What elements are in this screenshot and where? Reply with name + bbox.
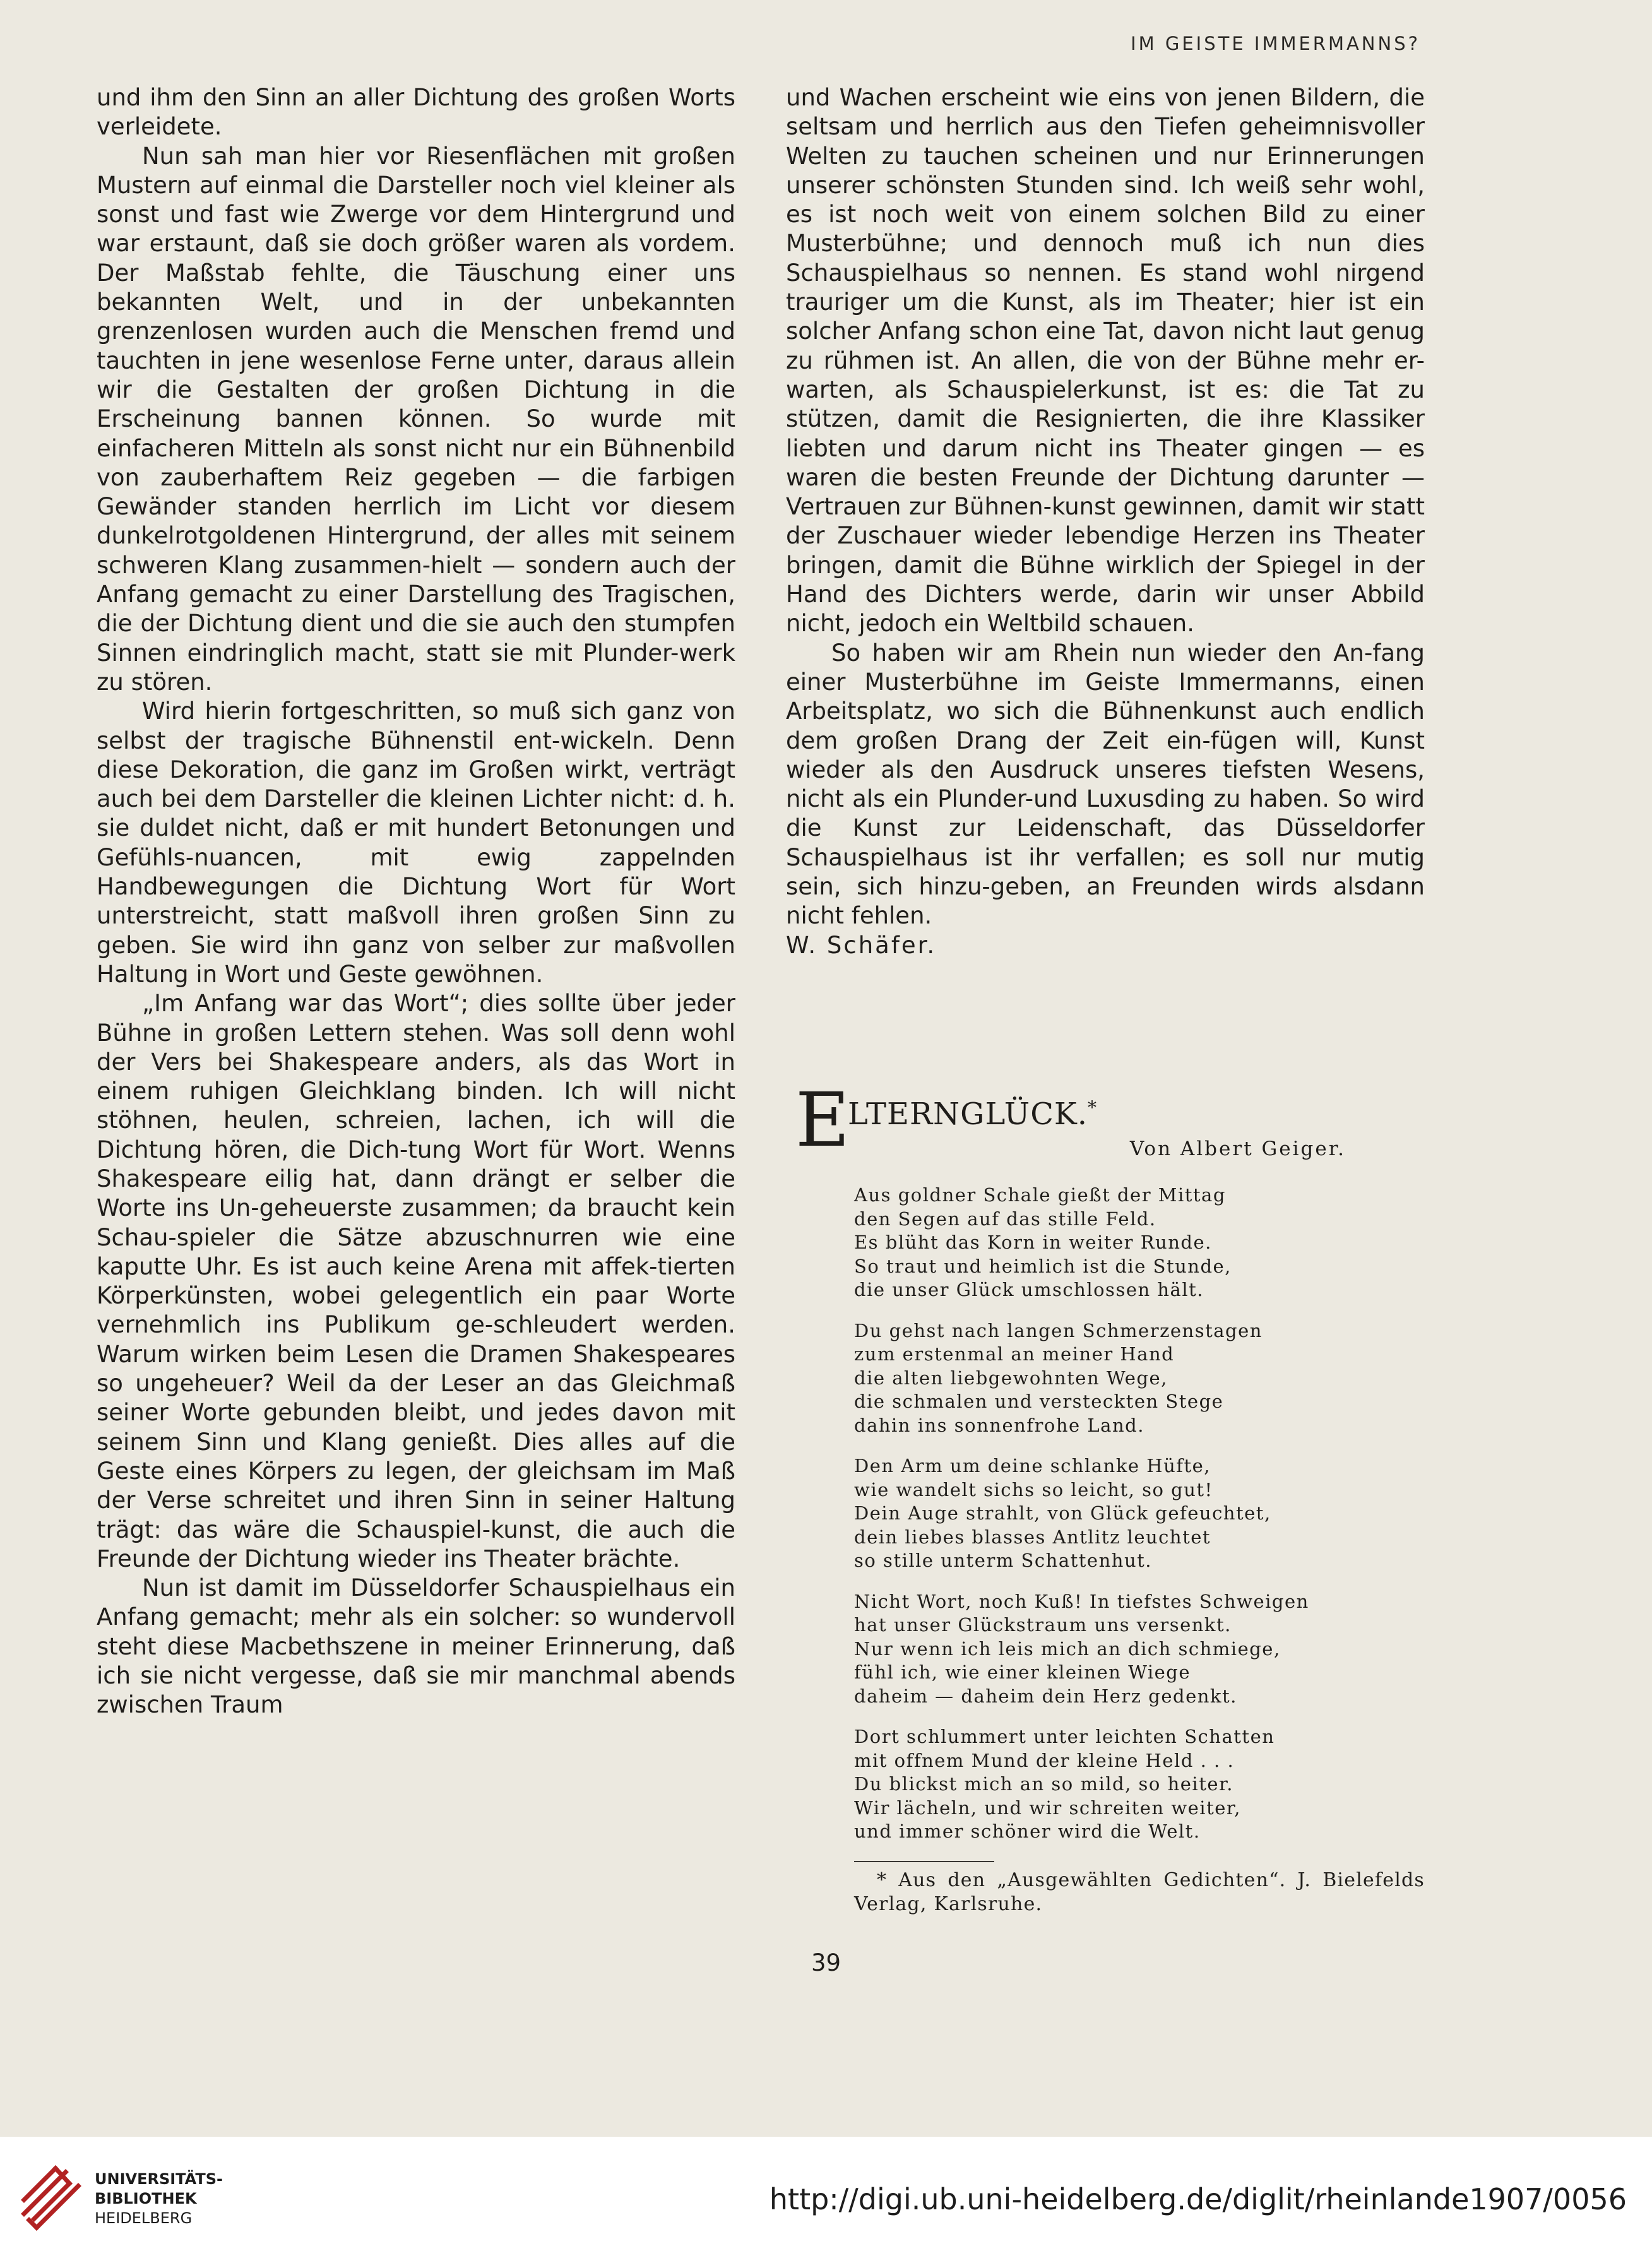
poem-line: daheim — daheim dein Herz gedenkt.	[854, 1685, 1237, 1707]
footnote-divider	[854, 1861, 994, 1862]
library-logo-icon[interactable]	[18, 2162, 84, 2233]
paragraph: Nun ist damit im Düsseldorfer Schauspielhaus ein Anfang gemacht; mehr als ein solcher: so wundervoll steht diese Macbethszene in meiner Erinnerung, daß ich sie nicht vergesse, daß sie mir manchmal abends zwischen Traum	[97, 1574, 735, 1719]
poem-line: Aus goldner Schale gießt der Mittag	[854, 1184, 1226, 1206]
page-number: 39	[811, 1949, 841, 1976]
paragraph: und ihm den Sinn an aller Dichtung des großen Worts verleidete.	[97, 84, 735, 141]
poem-stanza	[854, 1319, 1425, 1438]
author-signature: W. Schäfer.	[786, 931, 937, 959]
poem-line: Du gehst nach langen Schmerzenstagen	[854, 1319, 1263, 1341]
poem-line: die alten liebgewohnten Wege,	[854, 1367, 1168, 1389]
poem-line: wie wandelt sichs so leicht, so gut!	[854, 1478, 1213, 1500]
poem-line: Wir lächeln, und wir schreiten weiter,	[854, 1797, 1241, 1819]
paragraph: Nun sah man hier vor Riesenflächen mit großen Mustern auf einmal die Darsteller noch viel kleiner als sonst und fast wie Zwerge vor dem Hintergrund und war erstaunt, daß sie doch größer waren als vordem. Der Maßstab fehlte, die Täuschung einer uns bekannten Welt, und in der unbekannten grenzenlosen wurden auch die Menschen fremd und tauchten in jene wesenlose Ferne unter, daraus allein wir die Gestalten der großen Dichtung in die Erscheinung bannen können. So wurde mit einfacheren Mitteln als sonst nicht nur ein Bühnenbild von zauberhaftem Reiz gegeben — die farbigen Gewänder standen herrlich im Licht vor diesem dunkelrotgoldenen Hintergrund, der alles mit seinem schweren Klang zusammen-hielt — sondern auch der Anfang gemacht zu einer Darstellung des Tragischen, die der Dichtung dient und die sie auch den stumpfen Sinnen eindringlich macht, statt sie mit Plunder-werk zu stören.	[97, 142, 735, 696]
library-name-line: UNIVERSITÄTS-	[95, 2170, 223, 2188]
poem-heading	[786, 1076, 1425, 1163]
poem-line: zum erstenmal an meiner Hand	[854, 1343, 1175, 1365]
poem-line: fühl ich, wie einer kleinen Wiege	[854, 1661, 1191, 1683]
footer-bar	[0, 2137, 1652, 2263]
poem-stanza	[854, 1590, 1425, 1709]
poem-title-text: LTERNGLÜCK.	[848, 1096, 1088, 1132]
paragraph: „Im Anfang war das Wort“; dies sollte über jeder Bühne in großen Lettern stehen. Was soll denn wohl der Vers bei Shakespeare anders, als das Wort in einem ruhigen Gleichklang binden. Ich will nicht stöhnen, heulen, schreien, lachen, ich will die Dichtung hören, die Dich-tung Wort für Wort. Wenns Shakespeare eilig hat, dann drängt er selber die Worte ins Un-geheuerste zusammen; da braucht kein Schau-spieler die Sätze abzuschnurren wie eine kaputte Uhr. Es ist auch keine Arena mit affek-tierten Körperkünsten, wobei gelegentlich ein paar Worte vernehmlich ins Publikum ge-schleudert werden. Warum wirken beim Lesen die Dramen Shakespeares so ungeheuer? Weil da der Leser an das Gleichmaß seiner Worte gebunden bleibt, und jedes davon mit seinem Sinn und Klang genießt. Dies alles auf die Geste eines Körpers zu legen, der gleichsam im Maß der Verse schreitet und ihren Sinn in seiner Haltung trägt: das wäre die Schauspiel-kunst, die auch die Freunde der Dichtung wieder ins Theater brächte.	[97, 990, 735, 1572]
poem-line: hat unser Glückstraum uns versenkt.	[854, 1614, 1232, 1636]
source-url-link[interactable]: http://digi.ub.uni-heidelberg.de/diglit/rheinlande1907/0056	[769, 2182, 1627, 2216]
paragraph: So haben wir am Rhein nun wieder den An-fang einer Musterbühne im Geiste Immermanns, einen Arbeitsplatz, wo sich die Bühnenkunst auch endlich dem großen Drang der Zeit ein-fügen will, Kunst wieder als den Ausdruck unseres tiefsten Wesens, nicht als ein Plunder-und Luxusding zu haben. So wird die Kunst zur Leidenschaft, das Düsseldorfer Schauspielhaus ist ihr verfallen; es soll nur mutig sein, sich hinzu-geben, an Freunden wirds alsdann nicht fehlen.	[786, 639, 1425, 930]
paragraph: und Wachen erscheint wie eins von jenen Bildern, die seltsam und herrlich aus den Tiefen geheimnisvoller Welten zu tauchen scheinen und nur Erinnerungen unserer schönsten Stunden sind. Ich weiß sehr wohl, es ist noch weit von einem solchen Bild zu einer Musterbühne; und dennoch muß ich nun dies Schauspielhaus so nennen. Es stand wohl nirgend trauriger um die Kunst, als im Theater; hier ist ein solcher Anfang schon eine Tat, davon nicht laut genug zu rühmen ist. An allen, die von der Bühne mehr er-warten, als Schauspielerkunst, ist es: die Tat zu stützen, damit die Resignierten, die ihre Klassiker liebten und darum nicht ins Theater gingen — es waren die besten Freunde der Dichtung darunter — Vertrauen zur Bühnen-kunst gewinnen, damit wir statt der Zuschauer wieder lebendige Herzen ins Theater bringen, damit die Bühne wirklich der Spiegel in der Hand des Dichters werde, darin wir unser Abbild nicht, jedoch ein Weltbild schauen.	[786, 84, 1425, 638]
poem-line: Nur wenn ich leis mich an dich schmiege,	[854, 1637, 1281, 1660]
poem-line: Dein Auge strahlt, von Glück gefeuchtet,	[854, 1502, 1271, 1524]
poem-byline: Von Albert Geiger.	[1129, 1137, 1346, 1160]
poem-line: die unser Glück umschlossen hält.	[854, 1279, 1204, 1300]
poem-line: den Segen auf das stille Feld.	[854, 1208, 1156, 1230]
running-head: IM GEISTE IMMERMANNS?	[1131, 33, 1420, 54]
poem-title	[848, 1096, 1097, 1132]
paragraph: Wird hierin fortgeschritten, so muß sich ganz von selbst der tragische Bühnenstil ent-wickeln. Denn diese Dekoration, die ganz im Großen wirkt, verträgt auch bei dem Darsteller die kleinen Lichter nicht: d. h. sie duldet nicht, daß er mit hundert Betonungen und Gefühls-nuancen, mit ewig zappelnden Handbewegungen die Dichtung Wort für Wort unterstreicht, statt maßvoll ihren großen Sinn zu geben. Sie wird ihn ganz von selber zur maßvollen Haltung in Wort und Geste gewöhnen.	[97, 698, 735, 988]
poem-line: so stille unterm Schattenhut.	[854, 1550, 1153, 1571]
footnote: * Aus den „Ausgewählten Gedichten“. J. Bielefelds Verlag, Karlsruhe.	[854, 1868, 1425, 1915]
poem-line: Du blickst mich an so mild, so heiter.	[854, 1773, 1233, 1795]
library-name-line: BIBLIOTHEK	[95, 2190, 197, 2207]
poem-line: dahin ins sonnenfrohe Land.	[854, 1414, 1144, 1436]
poem-stanza	[854, 1454, 1425, 1573]
poem-block	[786, 1076, 1425, 1935]
poem-stanza	[854, 1725, 1425, 1844]
poem-line: So traut und heimlich ist die Stunde,	[854, 1255, 1232, 1277]
poem-dropcap: E	[795, 1076, 850, 1163]
left-column	[97, 83, 735, 1720]
poem-line: Es blüht das Korn in weiter Runde.	[854, 1232, 1212, 1253]
poem-line: dein liebes blasses Antlitz leuchtet	[854, 1526, 1211, 1548]
poem-line: Dort schlummert unter leichten Schatten	[854, 1726, 1275, 1747]
poem-stanza	[854, 1184, 1425, 1302]
poem-line: die schmalen und versteckten Stege	[854, 1391, 1224, 1412]
right-column	[786, 83, 1425, 960]
poem-line: Den Arm um deine schlanke Hüfte,	[854, 1455, 1211, 1476]
library-name-line: HEIDELBERG	[95, 2209, 193, 2227]
poem-text	[854, 1184, 1425, 1844]
poem-line: mit offnem Mund der kleine Held . . .	[854, 1749, 1235, 1771]
library-name	[95, 2170, 223, 2228]
poem-line: Nicht Wort, noch Kuß! In tiefstes Schweigen	[854, 1590, 1309, 1612]
footnote-mark: *	[1088, 1097, 1098, 1118]
poem-line: und immer schöner wird die Welt.	[854, 1820, 1201, 1842]
